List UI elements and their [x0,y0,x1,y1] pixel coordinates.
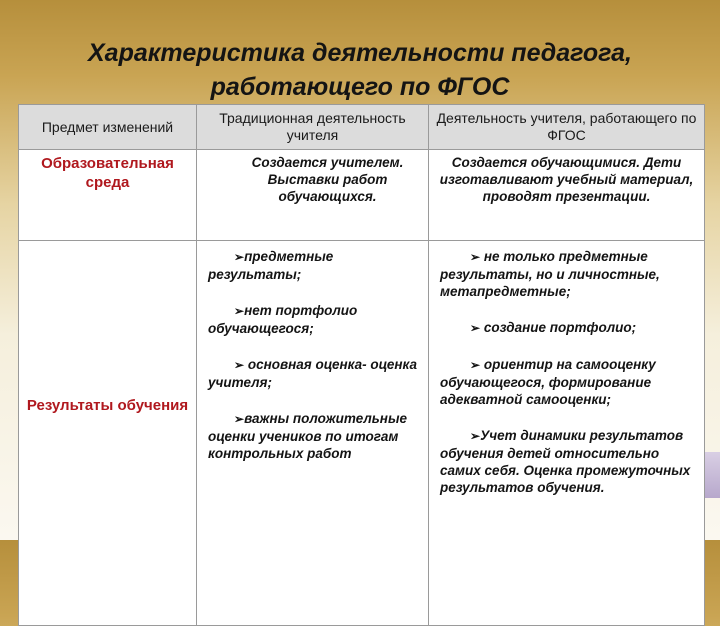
environment-fgos-cell: Создается обучающимися. Дети изготавливают учебный материал, проводят презентации. [429,150,705,241]
arrow-bullet-icon: ➢ [234,250,245,264]
arrow-bullet-icon: ➢ [234,304,245,318]
arrow-bullet-icon: ➢ [470,429,481,443]
fgos-results-list [430,242,703,496]
arrow-bullet-icon: ➢ [470,321,481,335]
list-item: ➢Учет динамики результатов обучения детей относительно самих себя. Оценка промежуточных результатов обучения. [440,428,691,495]
arrow-bullet-icon: ➢ [470,250,481,264]
list-item: ➢важны положительные оценки учеников по итогам контрольных работ [208,411,407,461]
list-item: ➢нет портфолио обучающегося; [208,303,358,336]
results-fgos-cell [429,241,705,626]
arrow-bullet-icon: ➢ [470,358,481,372]
row-subject-environment: Образовательная среда [19,150,197,241]
list-item: ➢ создание портфолио; [470,320,637,335]
row-subject-results: Результаты обучения [19,241,197,626]
title-line-2: работающего по ФГОС [210,73,510,101]
list-item: ➢ основная оценка- оценка учителя; [208,357,418,390]
results-traditional-cell [197,241,429,626]
list-item: ➢ ориентир на самооценку обучающегося, формирование адекватной самооценки; [440,357,656,407]
slide-title [20,36,700,104]
traditional-results-list [198,242,427,462]
header-fgos: Деятельность учителя, работающего по ФГОС [429,105,705,150]
arrow-bullet-icon: ➢ [234,412,245,426]
title-line-1: Характеристика деятельности педагога, [88,39,632,67]
header-traditional: Традиционная деятельность учителя [197,105,429,150]
table-header-row [19,105,705,150]
arrow-bullet-icon: ➢ [234,358,245,372]
comparison-table [18,104,705,626]
table-row [19,241,705,626]
table-row [19,150,705,241]
list-item: ➢предметные результаты; [208,249,334,282]
list-item: ➢ не только предметные результаты, но и личностные, метапредметные; [440,249,660,299]
environment-traditional-cell: Создается учителем. Выставки работ обучающихся. [197,150,429,241]
header-subject: Предмет изменений [19,105,197,150]
